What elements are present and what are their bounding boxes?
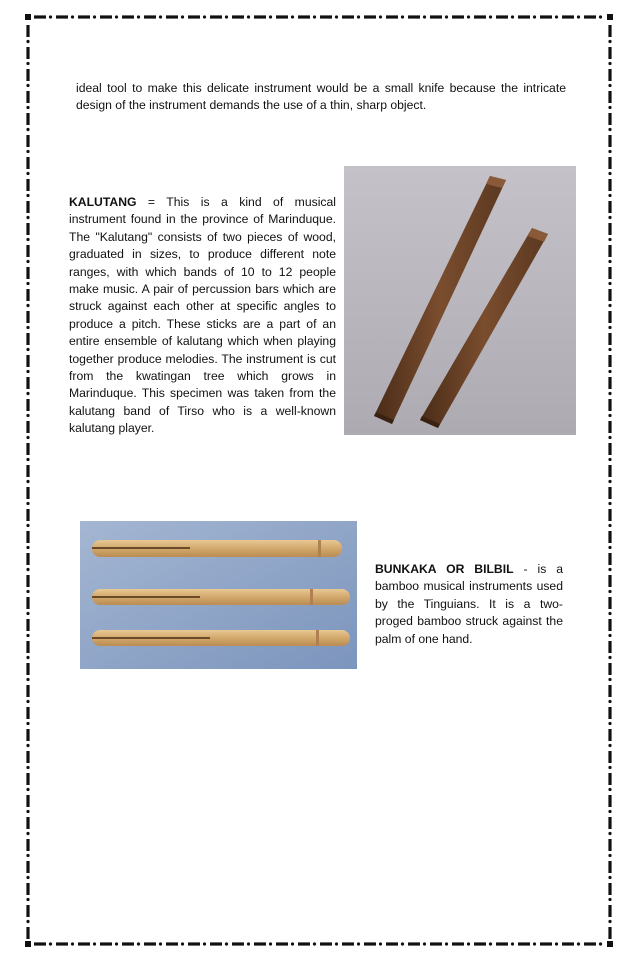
kalutang-photo xyxy=(344,166,576,435)
bunkaka-photo xyxy=(80,521,357,669)
bamboo-tube-2 xyxy=(92,589,350,605)
kalutang-paragraph xyxy=(69,194,336,438)
bunkaka-term: BUNKAKA OR BILBIL xyxy=(375,562,514,576)
bunkaka-description: - is a bamboo musical instruments used by the Tinguians. It is a two-proged bamboo struck against the palm of one hand. xyxy=(375,562,563,646)
bamboo-tube-1 xyxy=(92,540,342,557)
intro-paragraph: ideal tool to make this delicate instrument would be a small knife because the intricate design of the instrument demands the use of a thin, sharp object. xyxy=(76,81,566,113)
kalutang-description: = This is a kind of musical instrument found in the province of Marinduque. The "Kalutang" consists of two pieces of wood, graduated in sizes, to produce different note ranges, with which bands of 10 to 12 people make music. A pair of percussion bars which are struck against each other at specific angles to produce a pitch. These sticks are a part of an entire ensemble of kalutang which when playing together produce melodies. The instrument is cut from the kwatingan tree which grows in Marinduque. This specimen was taken from the kalutang band of Tirso who is a well-known kalutang player. xyxy=(69,195,336,436)
bamboo-tube-3 xyxy=(92,630,350,646)
decorative-dashed-border xyxy=(25,14,613,947)
kalutang-term: KALUTANG xyxy=(69,195,137,209)
bunkaka-paragraph xyxy=(375,561,563,648)
